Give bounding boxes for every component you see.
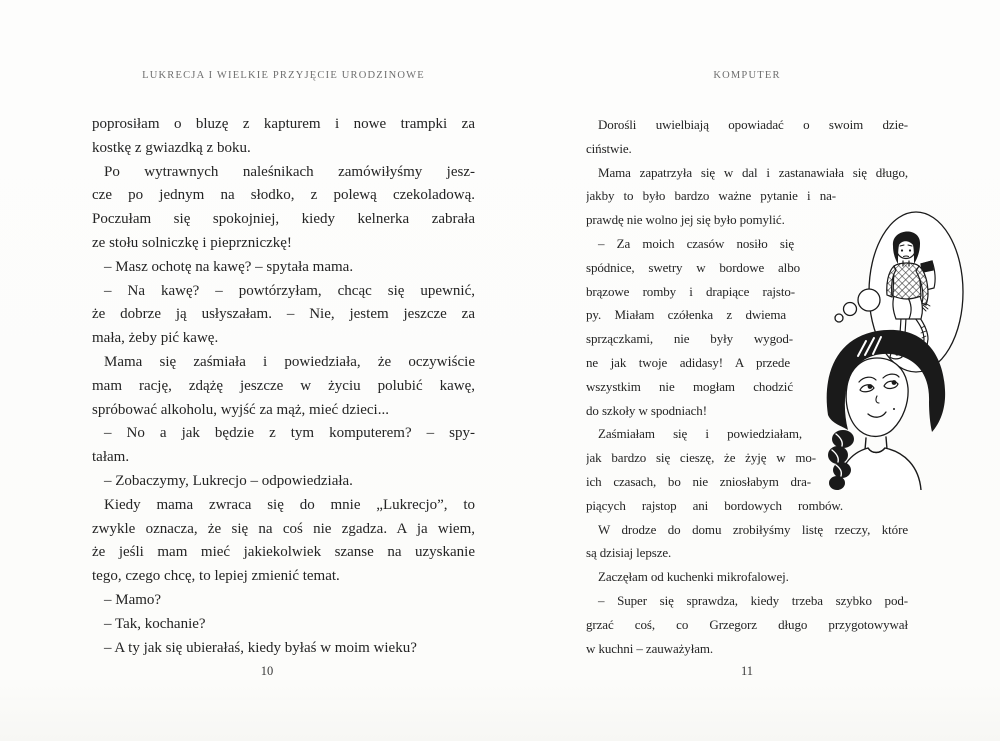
text-line: Zaśmiałam się i powiedziałam, <box>598 426 802 442</box>
text-line: Mama zapatrzyła się w dal i zastanawiała się długo, <box>598 164 908 180</box>
text-line: Po wytrawnych naleśnikach zamówiłyśmy jesz- <box>104 163 475 180</box>
text-line: Kiedy mama zwraca się do mnie „Lukrecjo”, to <box>104 496 475 513</box>
text-line: – Mamo? <box>104 591 162 608</box>
text-line: – Za moich czasów nosiło się <box>598 235 794 251</box>
text-line: że dobrze ją usłyszałam. – Nie, jestem jeszcze za <box>92 306 475 323</box>
text-line: grzać coś, co Grzegorz długo przygotowywał <box>586 616 908 632</box>
text-line: Zaczęłam od kuchenki mikrofalowej. <box>598 569 789 585</box>
text-line: sprzączkami, nie były wygod- <box>586 331 793 347</box>
text-line: Dorośli uwielbiają opowiadać o swoim dzie- <box>598 117 908 132</box>
page-number-right: 11 <box>740 664 754 678</box>
text-line: że jeśli mam mieć jakiekolwiek szanse na uzyskanie <box>92 544 475 561</box>
text-line: Mama się zaśmiała i powiedziała, że oczywiście <box>104 353 475 370</box>
running-header-left: LUKRECJA I WIELKIE PRZYJĘCIE URODZINOWE <box>142 70 425 81</box>
text-line: są dzisiaj lepsze. <box>586 545 672 561</box>
text-line: tałam. <box>92 449 130 466</box>
text-line: py. Miałam czółenka z dwiema <box>586 307 786 323</box>
text-line: ich czasach, bo nie zniosłabym dra- <box>586 473 811 489</box>
text-line: piących rajstop ani bordowych rombów. <box>586 497 843 513</box>
text-line: poprosiłam o bluzę z kapturem i nowe trampki za <box>92 116 475 132</box>
text-line: w kuchni – zauważyłam. <box>586 640 714 656</box>
text-line: kostkę z gwiazdką z boku. <box>92 139 251 156</box>
text-line: brązowe romby i drapiące rajsto- <box>586 283 795 299</box>
text-line: – Tak, kochanie? <box>104 615 206 632</box>
text-line: ne jak twoje adidasy! A przede <box>586 354 790 370</box>
text-line: – Zobaczymy, Lukrecjo – odpowiedziała. <box>104 472 353 489</box>
text-line: – Super się sprawdza, kiedy trzeba szybko pod- <box>598 592 908 608</box>
text-line: spróbować alkoholu, wyjść za mąż, mieć dzieci... <box>92 401 389 418</box>
text-line: mam rację, zdążę jeszcze w życiu polubić kawę, <box>92 377 475 394</box>
text-line: – No a jak będzie z tym komputerem? – spy- <box>104 425 475 442</box>
text-line: zwykle oznacza, że się na coś nie zgadza. A ja wiem, <box>92 520 475 537</box>
text-line: ze stołu solniczkę i pieprzniczkę! <box>92 234 292 251</box>
text-line: cze po jednym na słodko, z polewą czekoladową. <box>92 187 475 204</box>
text-line: mała, żeby pić kawę. <box>92 330 219 347</box>
text-line: do szkoły w spodniach! <box>586 402 707 418</box>
text-line: – A ty jak się ubierałaś, kiedy byłaś w moim wieku? <box>104 639 417 656</box>
page-number-left: 10 <box>260 664 274 678</box>
text-line: tego, czego chcę, to lepiej zmienić temat. <box>92 568 340 585</box>
illustration-svg <box>780 200 980 490</box>
running-header-right: KOMPUTER <box>713 70 781 81</box>
text-line: W drodze do domu zrobiłyśmy listę rzeczy, które <box>598 521 908 537</box>
left-page-text <box>92 113 475 660</box>
text-line: spódnice, swetry w bordowe albo <box>586 259 800 275</box>
text-line: – Na kawę? – powtórzyłam, chcąc się upewnić, <box>104 282 475 299</box>
text-line: jak bardzo się cieszę, że żyję w mo- <box>586 450 816 466</box>
text-line: – Masz ochotę na kawę? – spytała mama. <box>104 258 354 275</box>
text-line: wszystkim nie mogłam chodzić <box>586 378 793 394</box>
text-line: Poczułam się spokojniej, kiedy kelnerka zabrała <box>92 211 475 228</box>
text-line: prawdę nie wolno jej się było pomylić. <box>586 212 785 228</box>
illustration-mother-thought-bubble <box>780 200 980 490</box>
text-line: jakby to było bardzo ważne pytanie i na- <box>586 188 836 204</box>
text-line: ciństwie. <box>586 140 632 156</box>
